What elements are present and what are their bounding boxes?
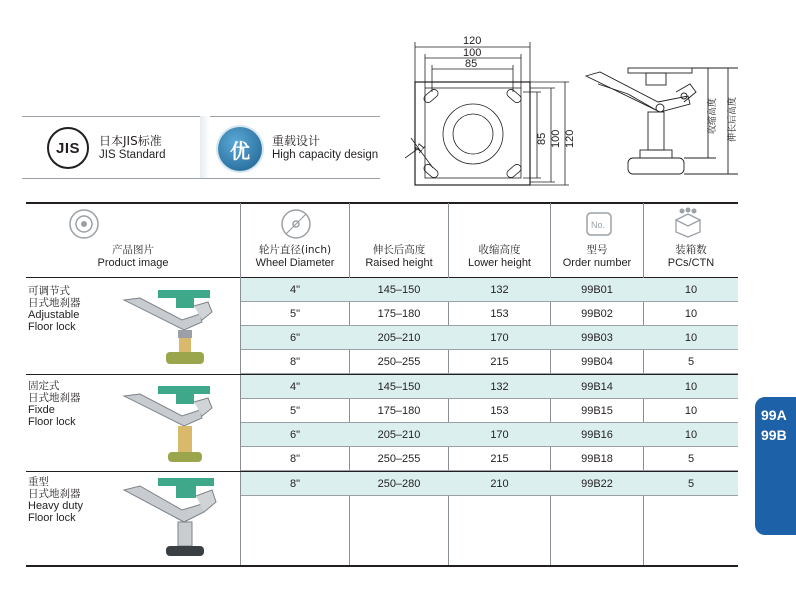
cell-raised-height: 175–180 [377,308,421,320]
cell-lower-height: 215 [490,356,509,368]
capacity-badge-icon: 优 [218,127,262,171]
table-row [241,447,738,471]
product-image-fixed [118,380,230,468]
cell-pcs-ctn: 10 [684,284,698,296]
cell-lower-height: 132 [490,284,509,296]
dim-hole: 11 [412,140,428,156]
cell-wheel-diameter: 4" [289,284,301,296]
cell-pcs-ctn: 5 [687,356,695,368]
product-image-icon [68,208,100,240]
feature-jis [99,134,165,162]
cell-pcs-ctn: 10 [684,332,698,344]
group-label-adjustable: 可调节式 日式地刹器 Adjustable Floor lock [28,285,81,333]
cell-lower-height: 132 [490,381,509,393]
cell-wheel-diameter: 6" [289,332,301,344]
cell-pcs-ctn: 10 [684,308,698,320]
dim-side-120: 120 [564,129,576,148]
table-row [241,326,738,350]
label-raised-height: 伸长后高度 [728,96,738,142]
side-view-drawing [578,62,748,194]
group-label-heavy-duty: 重型 日式地刹器 Heavy duty Floor lock [28,476,84,524]
cell-order-number: 99B16 [581,429,613,441]
cell-wheel-diameter: 6" [289,429,301,441]
cell-wheel-diameter: 8" [289,453,301,465]
section-tab[interactable] [755,397,796,535]
order-number-icon [585,211,613,237]
table-row [241,350,738,374]
table-row [241,375,738,399]
table-row [241,302,738,326]
cell-pcs-ctn: 10 [684,405,698,417]
feature-capacity-cn: 重载设计 [272,134,321,148]
carton-box-icon [672,206,704,238]
table-row [241,472,738,496]
dim-top-85: 85 [465,58,478,70]
group-label-fixed: 固定式 日式地刹器 Fixde Floor lock [28,380,81,428]
header-lower-height: 收缩高度 Lower height [468,244,531,269]
header-raised-height: 伸长后高度 Raised height [365,244,433,269]
dim-top-100: 100 [463,47,482,59]
cell-raised-height: 145–150 [377,284,421,296]
cell-order-number: 99B14 [581,381,613,393]
table-top-rule [26,202,738,204]
product-image-adjustable [118,284,230,370]
cell-lower-height: 210 [490,478,509,490]
cell-order-number: 99B04 [581,356,613,368]
cell-wheel-diameter: 8" [289,356,301,368]
wheel-diameter-icon [280,208,312,240]
cell-pcs-ctn: 10 [684,429,698,441]
cell-lower-height: 153 [490,308,509,320]
header-wheel-diameter: 轮片直径(inch) Wheel Diameter [255,244,335,269]
cell-wheel-diameter: 5" [289,308,301,320]
cell-wheel-diameter: 8" [289,478,301,490]
dim-top-120: 120 [463,35,482,47]
cell-order-number: 99B15 [581,405,613,417]
cell-order-number: 99B01 [581,284,613,296]
feature-divider [200,116,210,178]
section-tab-99b: 99B [761,427,787,443]
dim-side-85: 85 [536,132,548,145]
cell-raised-height: 175–180 [377,405,421,417]
feature-jis-cn: 日本JIS标准 [99,134,162,148]
cell-order-number: 99B18 [581,453,613,465]
top-view-drawing [405,30,580,195]
table-row [241,423,738,447]
svg-text:No.: No. [591,220,606,230]
product-image-heavy-duty [118,476,230,564]
cell-pcs-ctn: 5 [687,453,695,465]
cell-wheel-diameter: 5" [289,405,301,417]
cell-raised-height: 250–255 [377,356,421,368]
feature-capacity [272,134,378,162]
cell-raised-height: 250–280 [377,478,421,490]
dim-side-100: 100 [550,129,562,148]
cell-lower-height: 215 [490,453,509,465]
section-tab-99a: 99A [761,407,787,423]
feature-capacity-en: High capacity design [272,149,379,161]
cell-lower-height: 170 [490,429,509,441]
header-pcs-ctn: 装箱数 PCs/CTN [667,244,715,269]
cell-raised-height: 205–210 [377,332,421,344]
header-order-number: 型号 Order number [562,244,632,269]
table-row [241,399,738,423]
cell-order-number: 99B03 [581,332,613,344]
label-lower-height: 收缩高度 [708,97,718,134]
cell-raised-height: 250–255 [377,453,421,465]
cell-order-number: 99B22 [581,478,613,490]
cell-lower-height: 153 [490,405,509,417]
cell-wheel-diameter: 4" [289,381,301,393]
table-bottom-rule [26,565,738,567]
feature-jis-en: JIS Standard [99,149,166,161]
table-row [241,278,738,302]
jis-badge-icon: JIS [47,127,89,169]
cell-pcs-ctn: 10 [684,381,698,393]
feature-strip-bottom-line [22,178,380,179]
cell-lower-height: 170 [490,332,509,344]
cell-raised-height: 145–150 [377,381,421,393]
cell-order-number: 99B02 [581,308,613,320]
cell-pcs-ctn: 5 [687,478,695,490]
header-product-image: 产品图片 Product image [97,244,169,269]
cell-raised-height: 205–210 [377,429,421,441]
